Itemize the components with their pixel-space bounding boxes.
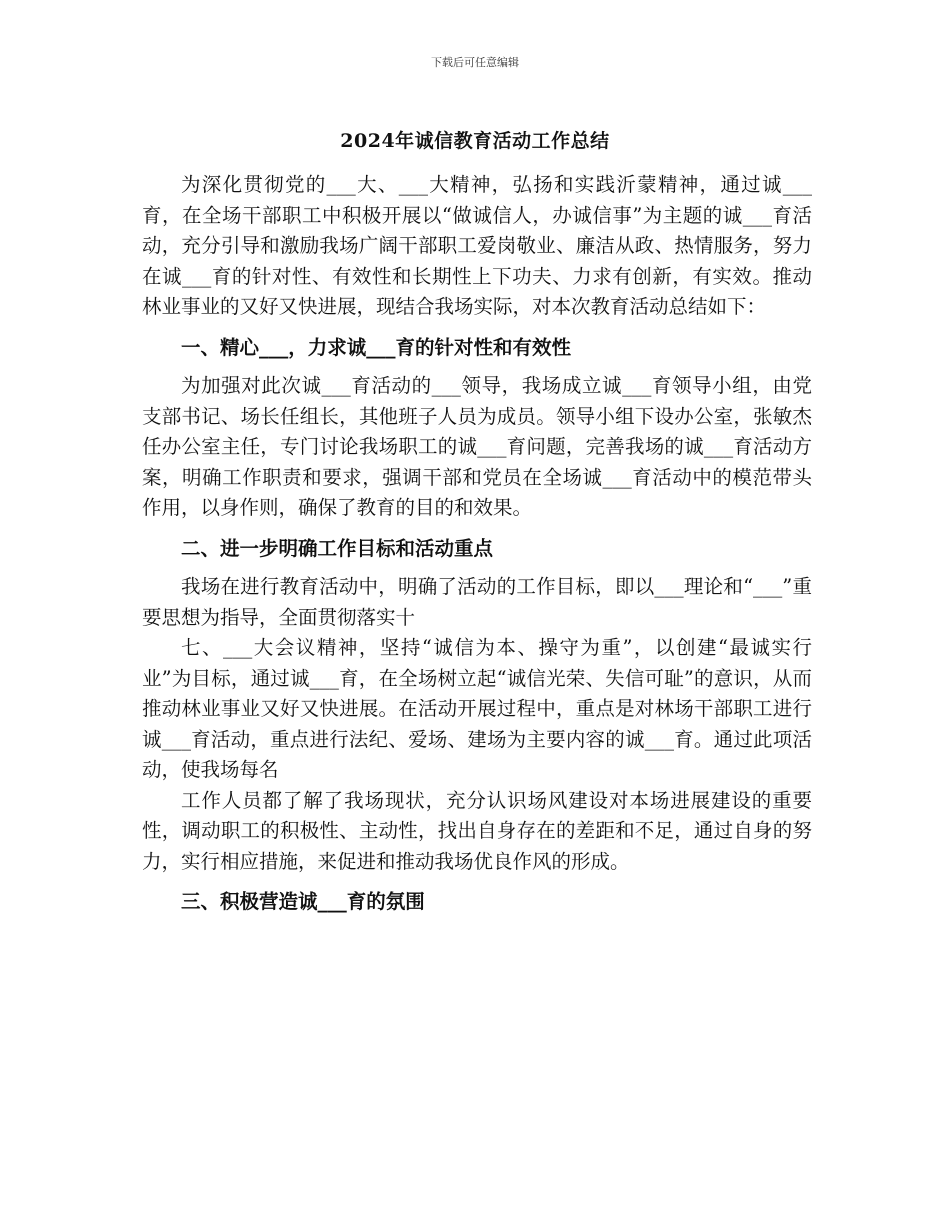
header-note: 下载后可任意编辑 bbox=[431, 56, 519, 69]
section-2-paragraph-1: 我场在进行教育活动中，明确了活动的工作目标，即以___理论和“___”重要思想为指导，全面贯彻落实十 bbox=[142, 575, 812, 629]
section-2-paragraph-3: 工作人员都了解了我场现状，充分认识场风建设对本场进展建设的重要性，调动职工的积极性、主动性，找出自身存在的差距和不足，通过自身的努力，实行相应措施，来促进和推动我场优良作风的形成。 bbox=[142, 788, 812, 873]
document-body bbox=[142, 170, 812, 918]
document-title: 2024年诚信教育活动工作总结 bbox=[340, 130, 610, 152]
section-heading-1: 一、精心___，力求诚___育的针对性和有效性 bbox=[181, 335, 572, 359]
section-heading-2: 二、进一步明确工作目标和活动重点 bbox=[181, 536, 494, 560]
section-2-paragraph-2: 七、___大会议精神，坚持“诚信为本、操守为重”，以创建“最诚实行业”为目标，通过诚___育，在全场树立起“诚信光荣、失信可耻”的意识，从而推动林业事业又好又快进展。在活动开展过程中，重点是对林场干部职工进行诚___育活动，重点进行法纪、爱场、建场为主要内容的诚___育。通过此项活动，使我场每名 bbox=[142, 636, 812, 781]
section-heading-3: 三、积极营造诚___育的氛围 bbox=[181, 890, 425, 913]
intro-paragraph: 为深化贯彻党的___大、___大精神，弘扬和实践沂蒙精神，通过诚___育，在全场干部职工中积极开展以“做诚信人，办诚信事”为主题的诚___育活动，充分引导和激励我场广阔干部职工爱岗敬业、廉洁从政、热情服务，努力在诚___育的针对性、有效性和长期性上下功夫、力求有创新，有实效。推动林业事业的又好又快进展，现结合我场实际，对本次教育活动总结如下： bbox=[142, 173, 812, 318]
section-1-paragraph: 为加强对此次诚___育活动的___领导，我场成立诚___育领导小组，由党支部书记、场长任组长，其他班子人员为成员。领导小组下设办公室，张敏杰任办公室主任，专门讨论我场职工的诚___育问题，完善我场的诚___育活动方案，明确工作职责和要求，强调干部和党员在全场诚___育活动中的模范带头作用，以身作则，确保了教育的目的和效果。 bbox=[142, 374, 812, 519]
